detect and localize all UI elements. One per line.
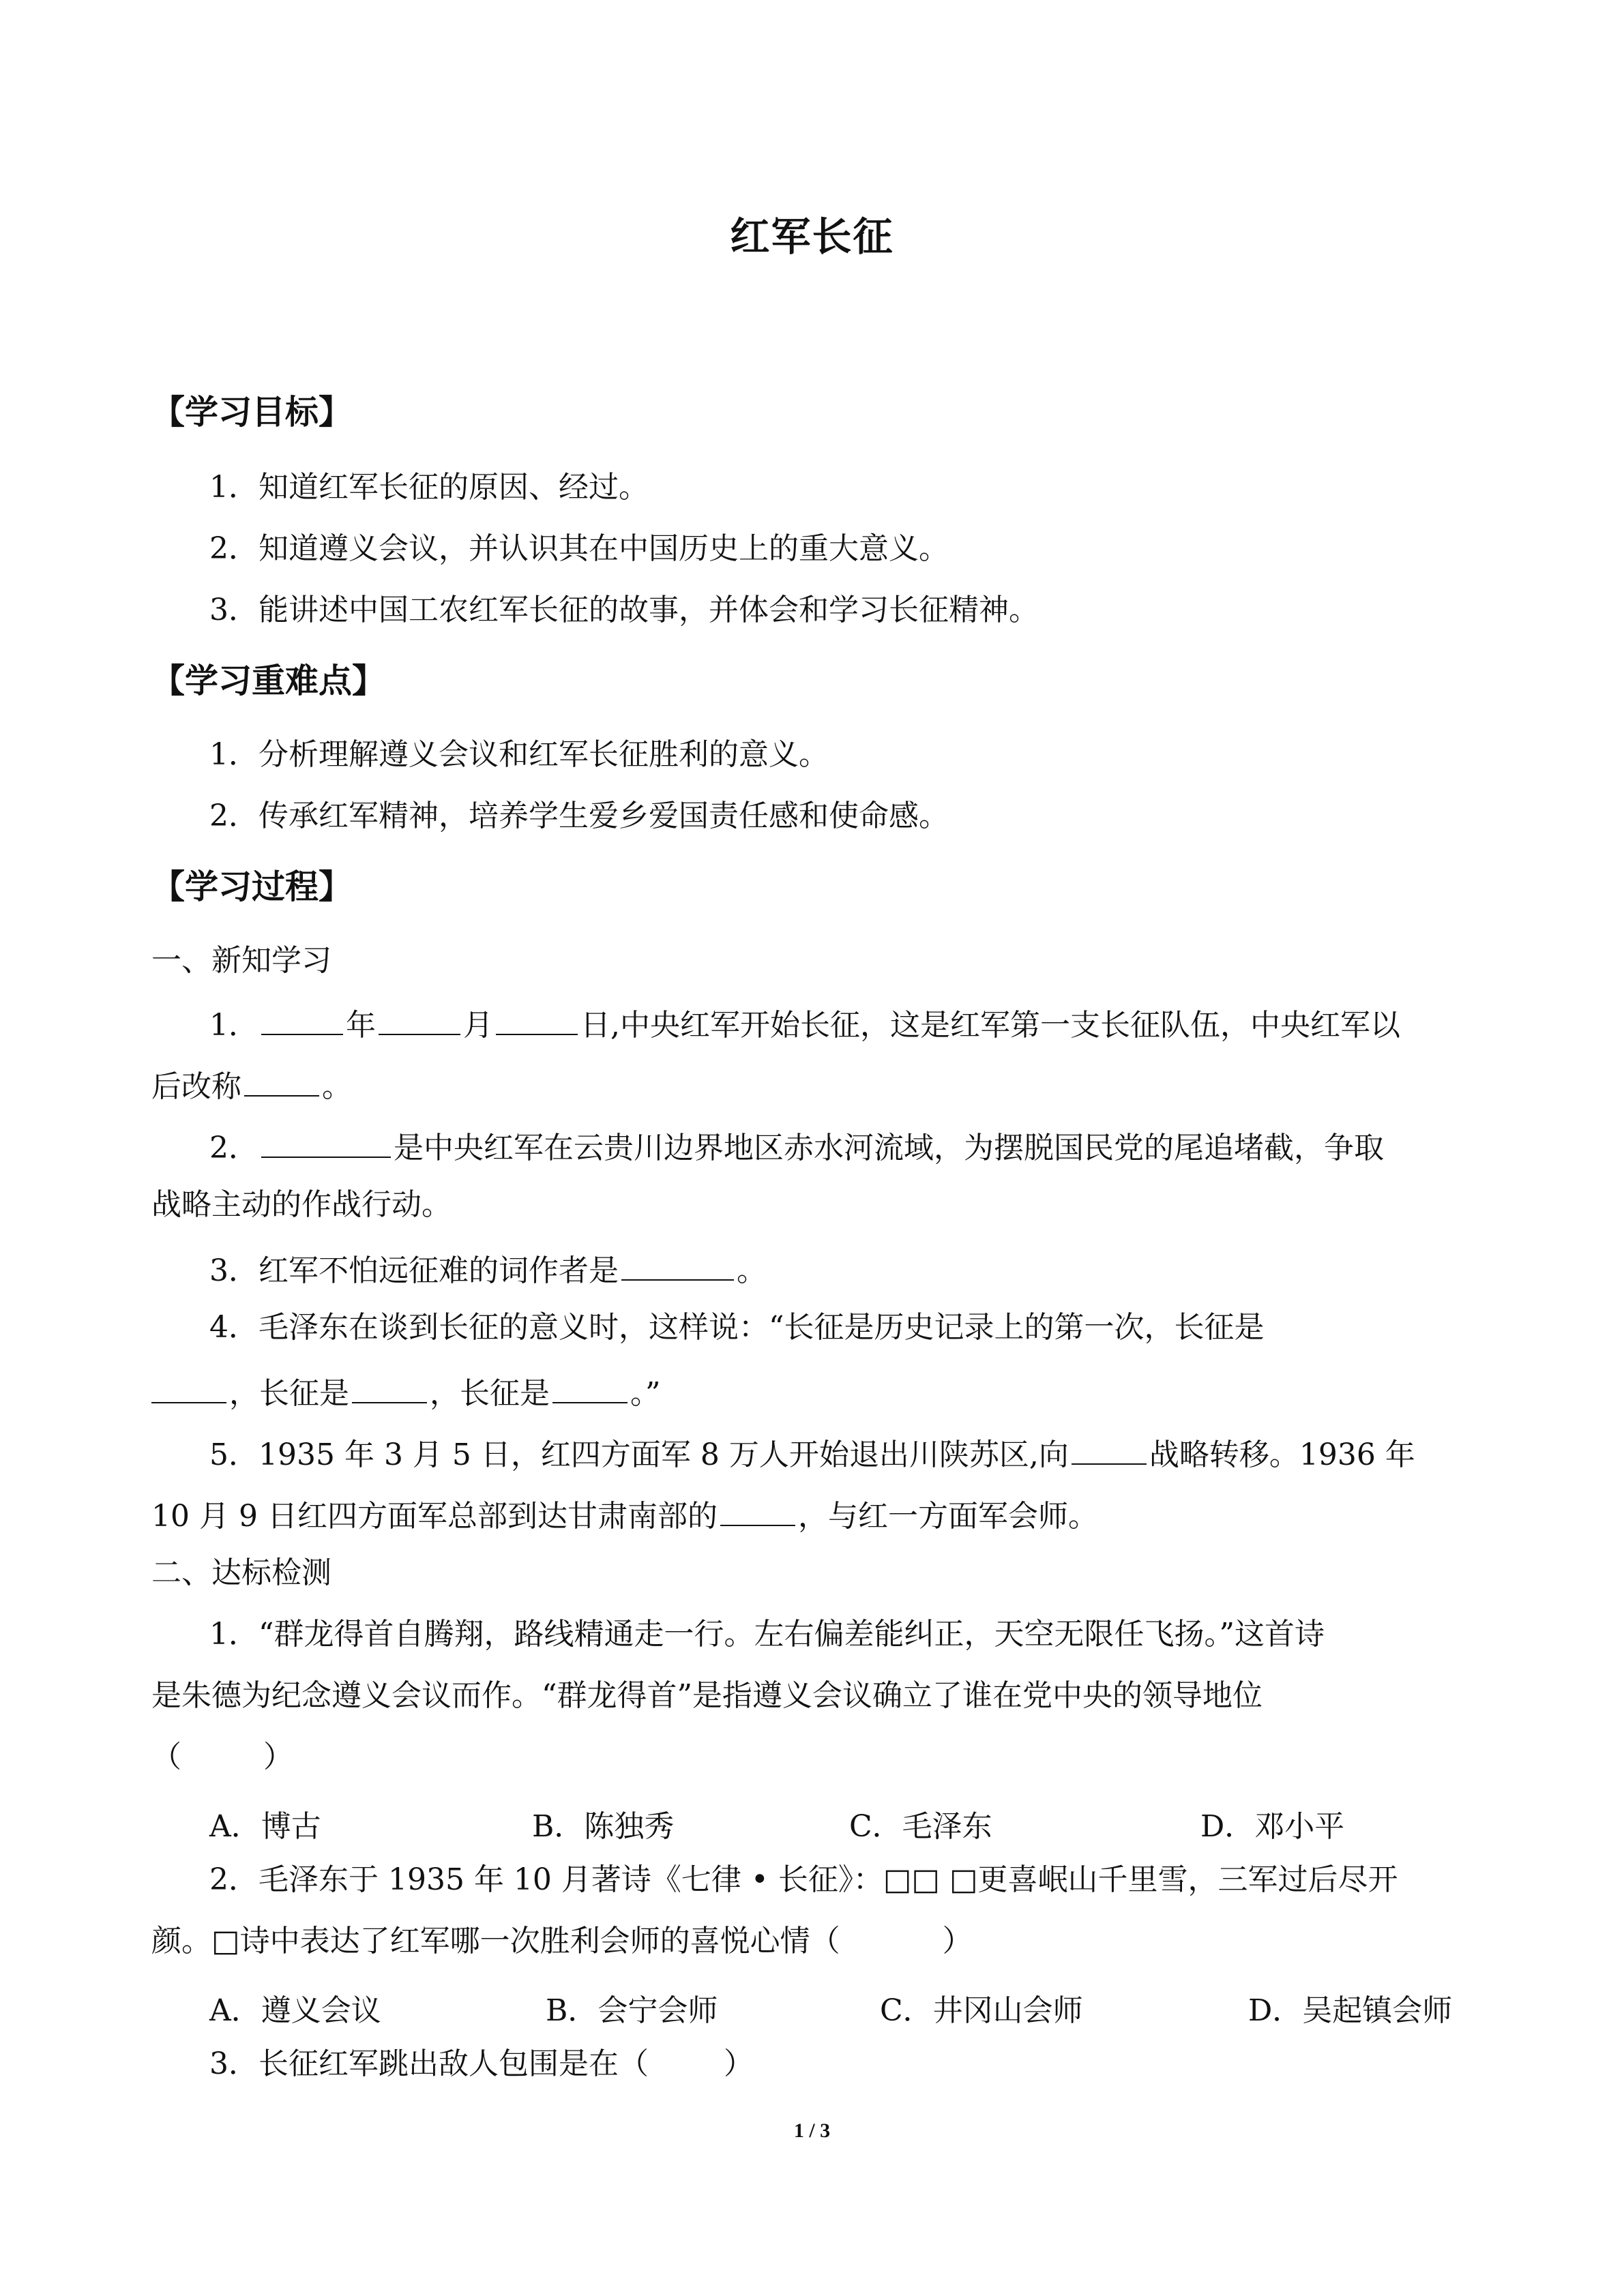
blank-author <box>621 1249 734 1281</box>
key-points-heading: 【学习重难点】 <box>151 661 386 700</box>
part1-q1-line1: 1． 年 月 日,中央红军开始长征，这是红军第一支长征队伍，中央红军以 <box>209 1004 1400 1043</box>
part2-q1-line3: （ ） <box>151 1740 293 1774</box>
blank-meaning-3 <box>552 1372 628 1403</box>
goal-item: 3．能讲述中国工农红军长征的故事，并体会和学习长征精神。 <box>209 593 1039 627</box>
option-a: A．遵义会议 <box>209 1993 381 2028</box>
key-point-item: 1．分析理解遵义会议和红军长征胜利的意义。 <box>209 737 829 772</box>
part2-q2-line2: 颜。□诗中表达了红军哪一次胜利会师的喜悦心情（ ） <box>151 1924 973 1958</box>
blank-meaning-2 <box>352 1372 427 1403</box>
part1-q3: 3．红军不怕远征难的词作者是 。 <box>209 1249 767 1289</box>
part1-q4-line2: ，长征是 ，长征是 。” <box>151 1372 661 1412</box>
part1-q5-line1: 5．1935 年 3 月 5 日，红四方面军 8 万人开始退出川陕苏区,向 战略转移。1936 年 <box>209 1433 1415 1473</box>
process-heading: 【学习过程】 <box>151 867 353 906</box>
goals-heading: 【学习目标】 <box>151 393 353 432</box>
option-c: C．毛泽东 <box>849 1809 992 1844</box>
option-d: D．吴起镇会师 <box>1248 1993 1453 2028</box>
part2-q1-line1: 1．“群龙得首自腾翔，路线精通走一行。左右偏差能纠正，天空无限任飞扬。”这首诗 <box>209 1617 1325 1652</box>
option-d: D．邓小平 <box>1200 1809 1345 1844</box>
key-point-item: 2．传承红军精神，培养学生爱乡爱国责任感和使命感。 <box>209 799 949 833</box>
document-title: 红军长征 <box>730 213 894 260</box>
part2-q2-line1: 2．毛泽东于 1935 年 10 月著诗《七律 • 长征》：□□ □更喜岷山千里雪，三军过后尽开 <box>209 1862 1398 1897</box>
page-number: 1 / 3 <box>793 2119 831 2142</box>
part1-q5-line2: 10 月 9 日红四方面军总部到达甘肃南部的 ，与红一方面军会师。 <box>151 1495 1098 1534</box>
goal-item: 1．知道红军长征的原因、经过。 <box>209 470 649 505</box>
blank-day <box>496 1004 578 1035</box>
blank-new-name <box>244 1065 319 1097</box>
part1-q2-line2: 战略主动的作战行动。 <box>151 1187 452 1222</box>
part1-heading: 一、新知学习 <box>151 943 331 978</box>
blank-direction <box>1072 1433 1147 1465</box>
blank-month <box>379 1004 460 1035</box>
part2-q3-line1: 3．长征红军跳出敌人包围是在（ ） <box>209 2046 754 2081</box>
blank-place <box>720 1495 795 1526</box>
goal-item: 2．知道遵义会议，并认识其在中国历史上的重大意义。 <box>209 531 949 566</box>
part2-q1-line2: 是朱德为纪念遵义会议而作。“群龙得首”是指遵义会议确立了谁在党中央的领导地位 <box>151 1678 1263 1713</box>
option-a: A．博古 <box>209 1809 321 1844</box>
option-b: B．陈独秀 <box>532 1809 675 1844</box>
option-c: C．井冈山会师 <box>880 1993 1083 2028</box>
part1-q1-line2: 后改称 。 <box>151 1065 352 1105</box>
blank-year <box>261 1004 343 1035</box>
blank-meaning-1 <box>151 1372 226 1403</box>
option-b: B．会宁会师 <box>546 1993 718 2028</box>
part1-q2-line1: 2． 是中央红军在云贵川边界地区赤水河流域，为摆脱国民党的尾追堵截，争取 <box>209 1127 1384 1166</box>
part2-heading: 二、达标检测 <box>151 1555 331 1590</box>
blank-operation <box>261 1127 391 1158</box>
part1-q4-line1: 4．毛泽东在谈到长征的意义时，这样说：“长征是历史记录上的第一次，长征是 <box>209 1310 1265 1345</box>
